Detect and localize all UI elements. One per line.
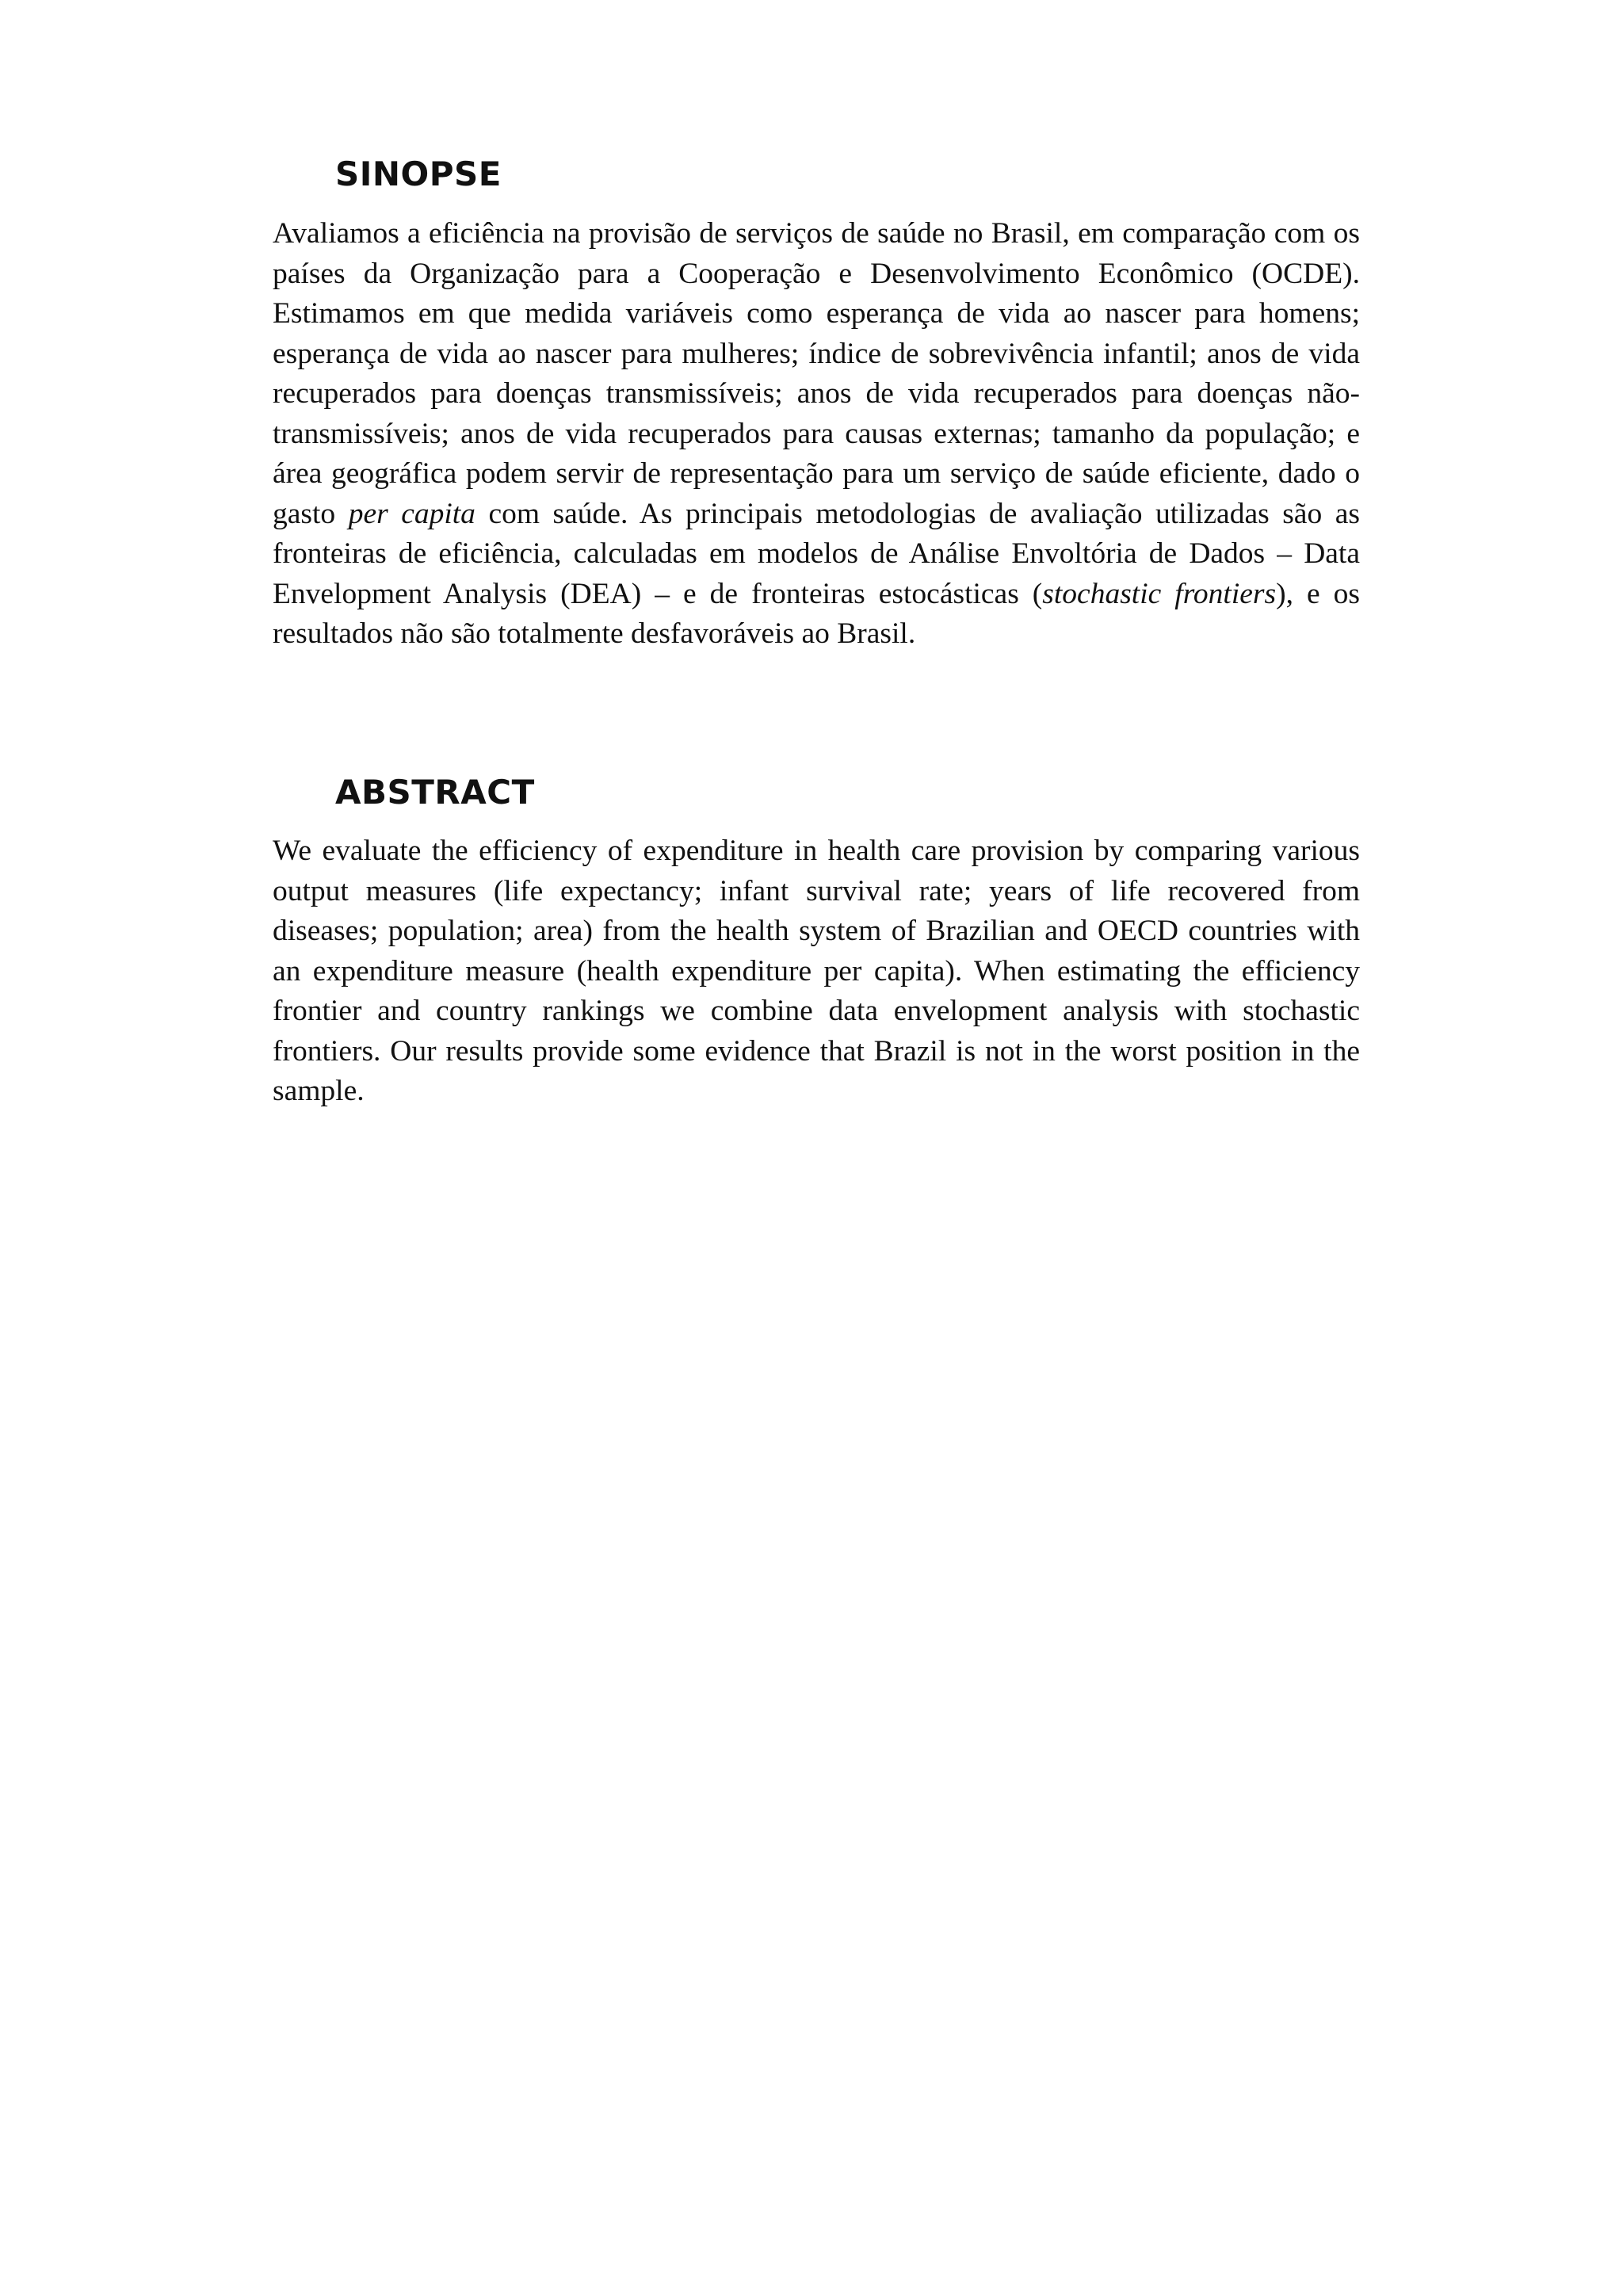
sinopse-text-segment: com saúde. As principais metodologias de avaliação utilizadas são as fronteiras de eficiência, calculadas em modelos de Análise Envoltória de Dados – Data Envelopment Analysis (DEA) – e de fronteiras estocásticas ( [273,497,1360,610]
sinopse-text-segment: Avaliamos a eficiência na provisão de serviços de saúde no Brasil, em comparação com os países da Organização para a Cooperação e Desenvolvimento Econômico (OCDE). Estimamos em que medida variáveis como esperança de vida ao nascer para homens; esperança de vida ao nascer para mulheres; índice de sobrevivência infantil; anos de vida recuperados para doenças transmissíveis; anos de vida recuperados para doenças não-transmissíveis; anos de vida recuperados para causas externas; tamanho da população; e área geográfica podem servir de representação para um serviço de saúde eficiente, dado o gasto [273,217,1360,530]
sinopse-italic-segment: stochastic frontiers [1042,577,1277,610]
sinopse-paragraph [273,214,1360,655]
sinopse-text-segment: ), e os resultados não são totalmente desfavoráveis ao Brasil. [273,577,1360,650]
sinopse-heading: SINOPSE [335,155,502,193]
abstract-heading: ABSTRACT [335,773,535,812]
sinopse-italic-segment: per capita [348,497,475,530]
abstract-paragraph [273,831,1360,1112]
abstract-text-segment: We evaluate the efficiency of expenditure in health care provision by comparing various output measures (life expectancy; infant survival rate; years of life recovered from diseases; population; area) from the health system of Brazilian and OECD countries with an expenditure measure (health expenditure per capita). When estimating the efficiency frontier and country rankings we combine data envelopment analysis with stochastic frontiers. Our results provide some evidence that Brazil is not in the worst position in the sample. [273,835,1360,1107]
